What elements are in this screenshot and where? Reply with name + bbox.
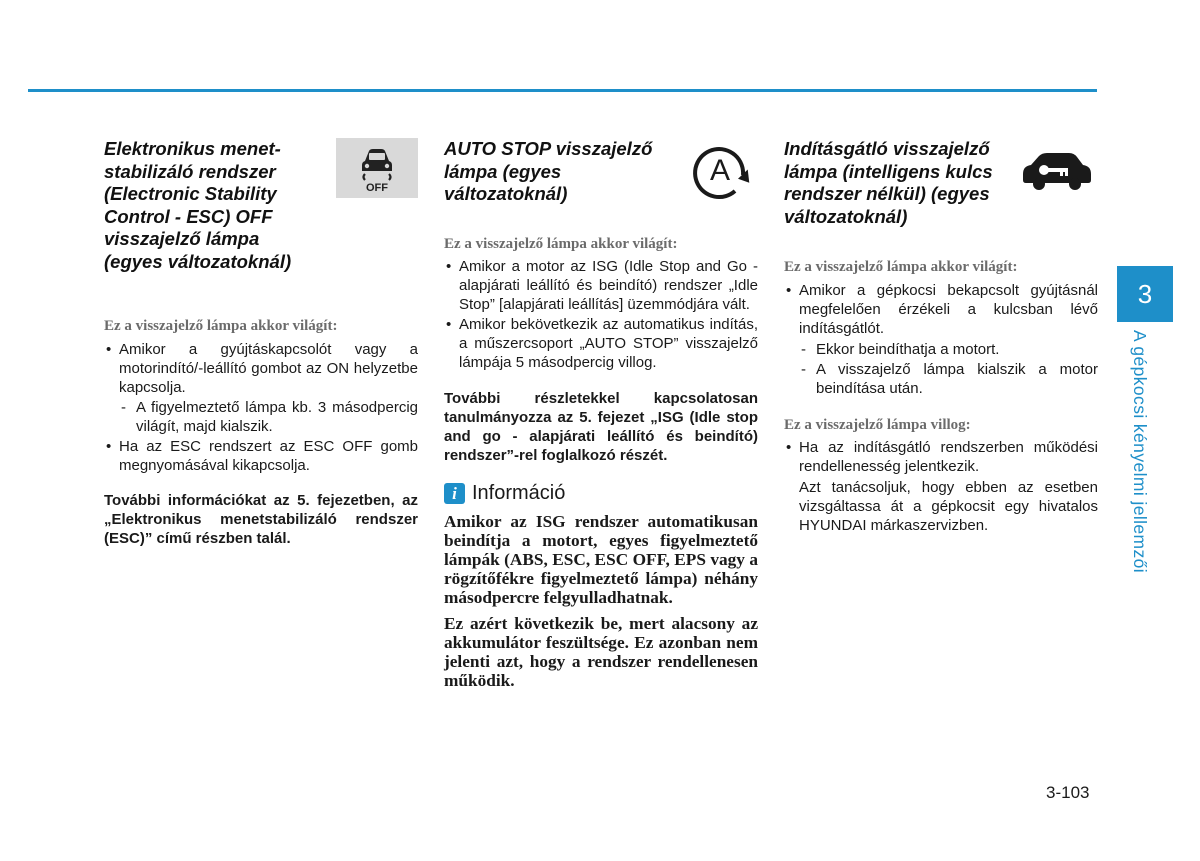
immobilizer-dash-1: - Ekkor beindíthatja a motort. <box>784 340 1098 359</box>
esc-off-note: További információkat az 5. fejezetben, az „Elektronikus menetstabilizáló rendszer (ESC)” című részben talál. <box>104 492 418 547</box>
auto-stop-note: További részletekkel kapcsolatosan tanulmányozza az 5. fejezet „ISG (Idle stop and go - alapjárati leállító és beindító) rendszer”-rel foglalkozó részét. <box>444 389 758 464</box>
immobilizer-title: Indításgátló visszajelző lámpa (intelligens kulcs rendszer nélkül) (egyes változatoknál) <box>784 138 993 227</box>
info-header <box>444 482 758 505</box>
info-paragraph-1: Amikor az ISG rendszer automatikusan beindítja a motort, egyes figyelmeztető lámpák (ABS, ESC, ESC OFF, EPS vagy a rögzítőfékre figyelmeztető lámpa) néhány másodpercre felgyulladhatnak. <box>444 511 758 608</box>
column-auto-stop <box>444 138 758 690</box>
info-icon: i <box>444 483 465 504</box>
immobilizer-subhead-blink: Ez a visszajelző lámpa villog: <box>784 417 971 433</box>
esc-off-bullet-2: • Ha az ESC rendszert az ESC OFF gomb megnyomásával kikapcsolja. <box>104 437 418 475</box>
esc-off-icon-label: OFF <box>366 182 388 193</box>
immobilizer-bullet-1 <box>784 281 1098 398</box>
chapter-title-text: A gépkocsi kényelmi jellemzői <box>1130 330 1150 574</box>
immobilizer-bullet-1-text: Amikor a gépkocsi bekapcsolt gyújtásnál megfelelően érzékeli a kulcsban lévő indításgátlót. <box>799 282 1098 337</box>
esc-off-title-row <box>104 138 418 273</box>
esc-off-title: Elektronikus menet- stabilizáló rendszer (Electronic Stability Control - ESC) OFF visszajelző lámpa (egyes változatoknál) <box>104 138 292 272</box>
immobilizer-bullet-2-continuation: Azt tanácsoljuk, hogy ebben az esetben vizsgáltassa át a gépkocsit egy hivatalos HYUNDAI márkaszervizben. <box>799 479 1098 534</box>
auto-stop-title: AUTO STOP visszajelző lámpa (egyes változatoknál) <box>444 138 653 204</box>
page-number: 3-103 <box>1046 783 1090 802</box>
auto-stop-subhead: Ez a visszajelző lámpa akkor világít: <box>444 235 678 252</box>
esc-off-icon <box>336 138 418 198</box>
info-title: Információ <box>472 481 566 504</box>
esc-off-subhead: Ez a visszajelző lámpa akkor világít: <box>104 318 338 334</box>
immobilizer-dash-2: - A visszajelző lámpa kialszik a motor beindítása után. <box>784 360 1098 398</box>
auto-stop-bullet-2: • Amikor bekövetkezik az automatikus indítás, a műszercsoport „AUTO STOP” visszajelző lámpája 5 másodpercig villog. <box>444 315 758 372</box>
esc-off-bullet-1-text: Amikor a gyújtáskapcsolót vagy a motorindító/-leállító gombot az ON helyzetbe kapcsolja. <box>119 341 418 396</box>
header-rule <box>28 89 1097 92</box>
auto-stop-icon <box>686 138 758 202</box>
esc-off-bullet-1 <box>104 340 418 436</box>
immobilizer-bullet-2: • Ha az indításgátló rendszerben működési rendellenesség jelentkezik. <box>784 438 1098 476</box>
immobilizer-subhead-on: Ez a visszajelző lámpa akkor világít: <box>784 259 1018 275</box>
column-immobilizer <box>784 138 1098 535</box>
auto-stop-icon-letter: A <box>709 154 731 187</box>
esc-off-dash-1: - A figyelmeztető lámpa kb. 3 másodpercig világít, majd kialszik. <box>104 398 418 436</box>
info-paragraph-2: Ez azért következik be, mert alacsony az akkumulátor feszültsége. Ez azonban nem jelenti azt, hogy a rendszer rendellenesen működik. <box>444 613 758 691</box>
column-esc-off <box>104 138 418 548</box>
auto-stop-bullet-1: • Amikor a motor az ISG (Idle Stop and Go - alapjárati leállító és beindító) rendszer „Idle Stop” [alapjárati leállítás] üzemmódjára vált. <box>444 257 758 314</box>
immobilizer-title-row <box>784 138 1098 228</box>
auto-stop-title-row <box>444 138 758 206</box>
immobilizer-key-car-icon <box>1016 138 1098 202</box>
chapter-number-tab: 3 <box>1117 266 1173 322</box>
